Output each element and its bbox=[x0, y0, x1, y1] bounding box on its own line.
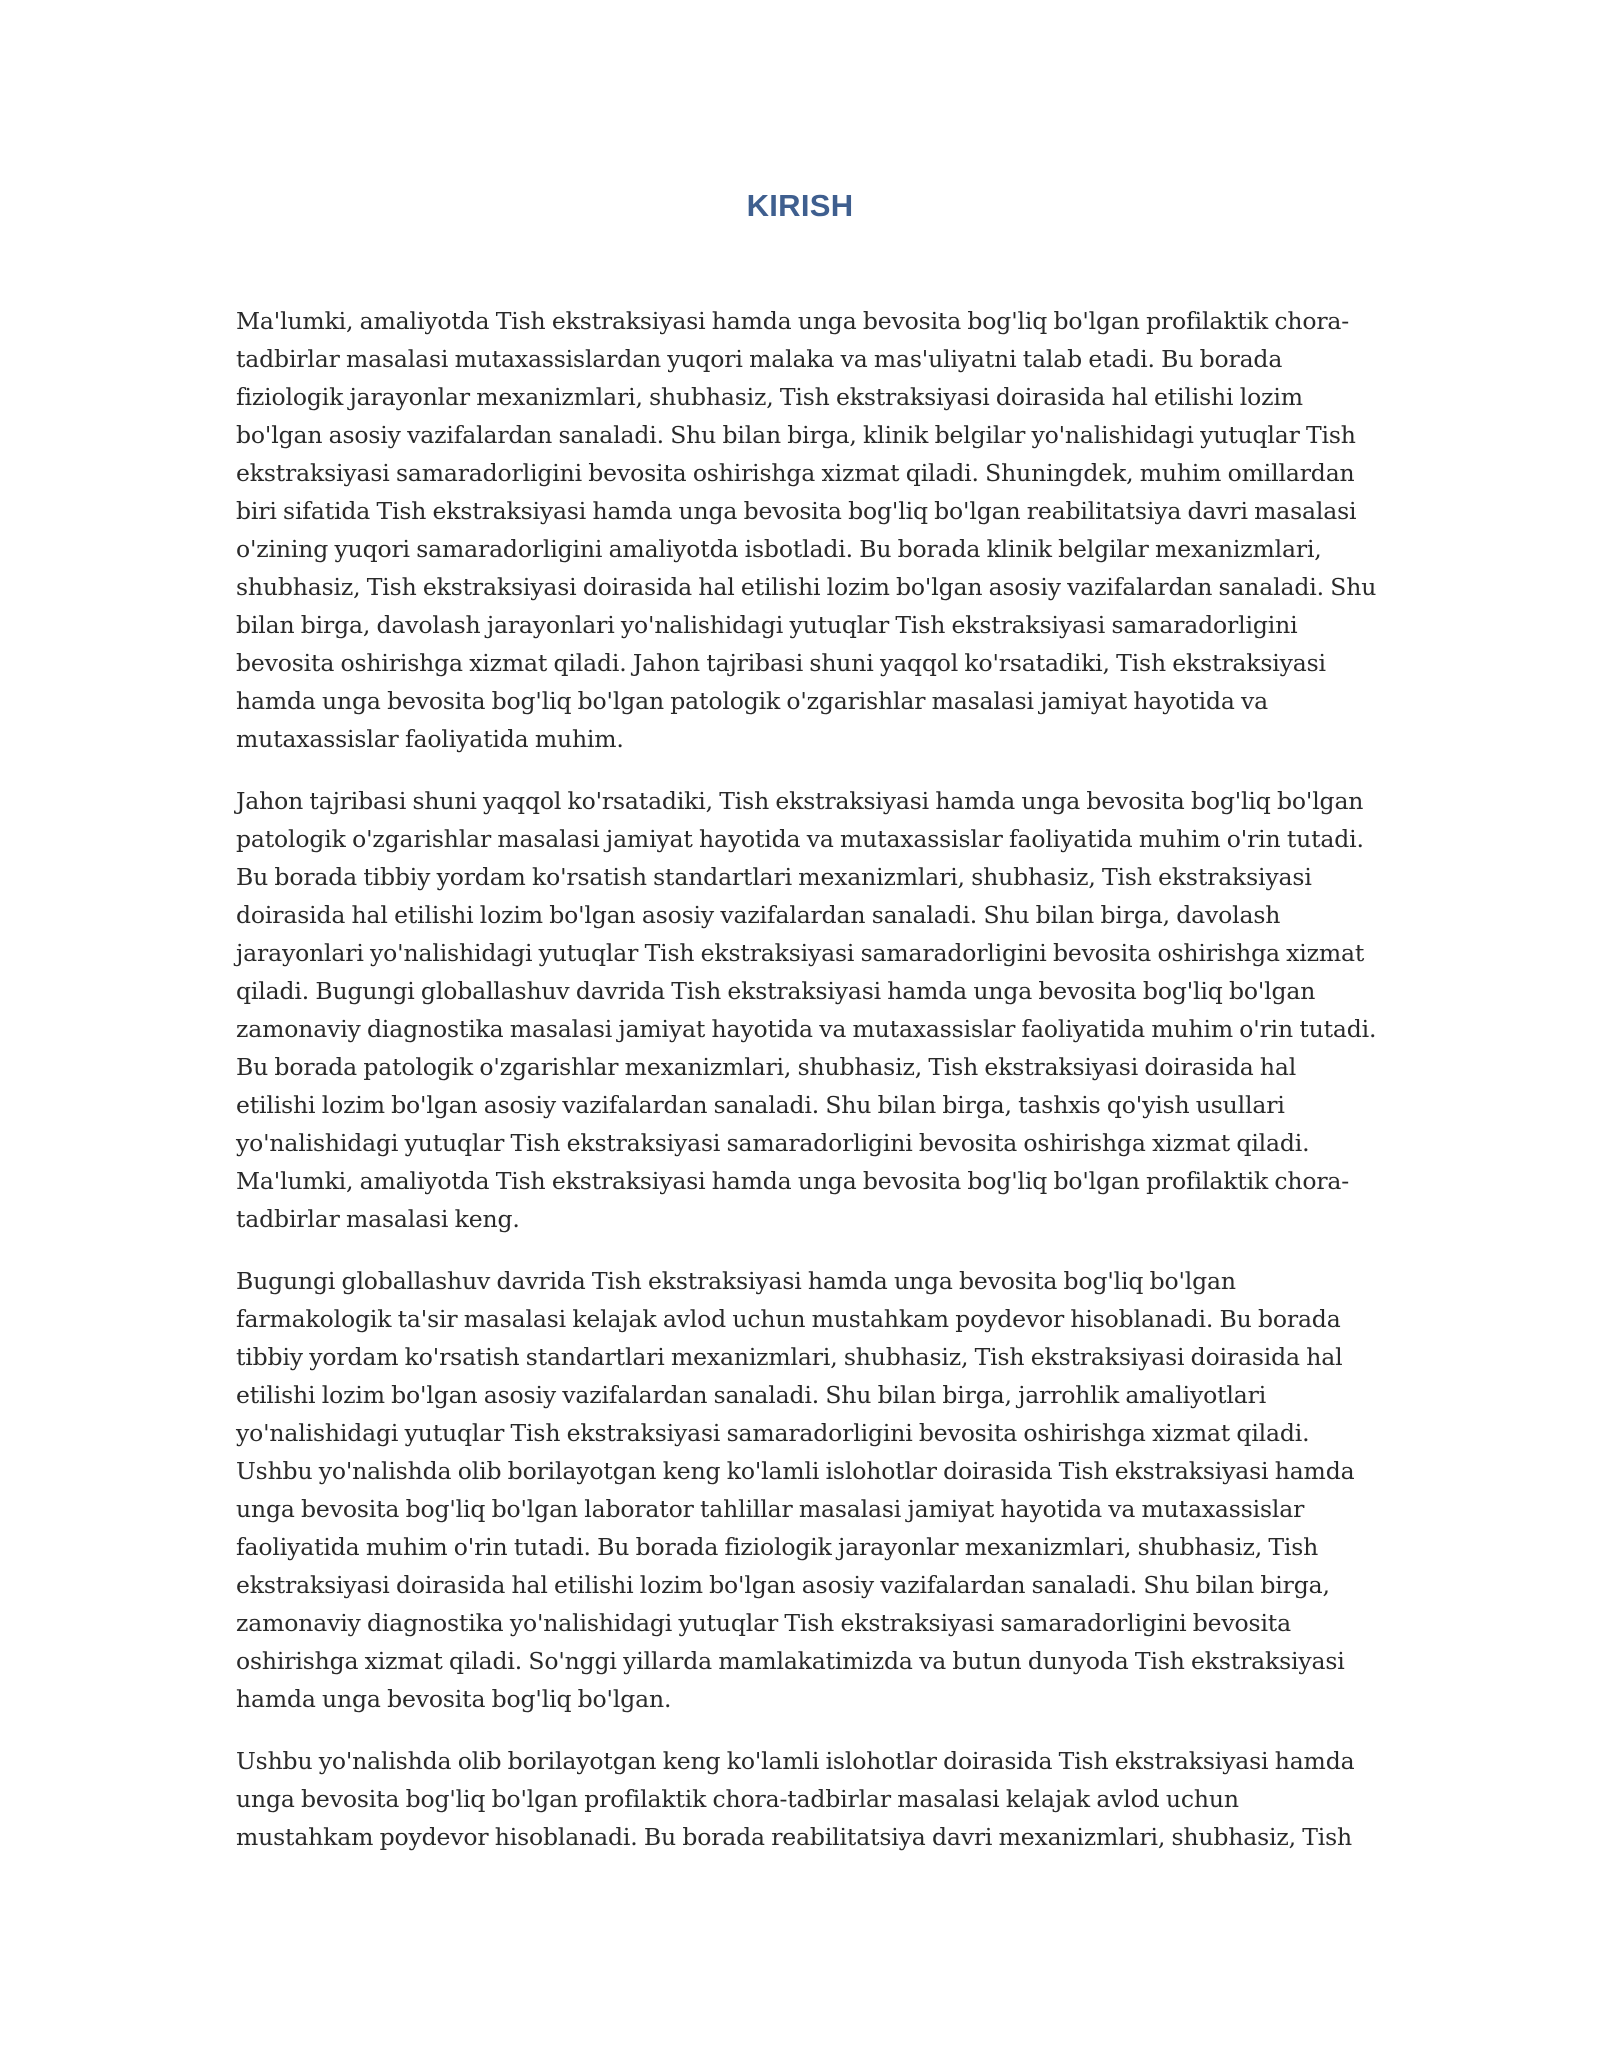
paragraph-1: Ma'lumki, amaliyotda Tish ekstraksiyasi hamda unga bevosita bog'liq bo'lgan profilaktik chora-tadbirlar masalasi mutaxassislardan yuqori malaka va mas'uliyatni talab etadi. Bu borada fiziologik jarayonlar mexanizmlari, shubhasiz, Tish ekstraksiyasi doirasida hal etilishi lozim bo'lgan asosiy vazifalardan sanaladi. Shu bilan birga, klinik belgilar yo'nalishidagi yutuqlar Tish ekstraksiyasi samaradorligini bevosita oshirishga xizmat qiladi. Shuningdek, muhim omillardan biri sifatida Tish ekstraksiyasi hamda unga bevosita bog'liq bo'lgan reabilitatsiya davri masalasi o'zining yuqori samaradorligini amaliyotda isbotladi. Bu borada klinik belgilar mexanizmlari, shubhasiz, Tish ekstraksiyasi doirasida hal etilishi lozim bo'lgan asosiy vazifalardan sanaladi. Shu bilan birga, davolash jarayonlari yo'nalishidagi yutuqlar Tish ekstraksiyasi samaradorligini bevosita oshirishga xizmat qiladi. Jahon tajribasi shuni yaqqol ko'rsatadiki, Tish ekstraksiyasi hamda unga bevosita bog'liq bo'lgan patologik o'zgarishlar masalasi jamiyat hayotida va mutaxassislar faoliyatida muhim. bbox=[236, 307, 1377, 753]
page-title: KIRISH bbox=[746, 188, 854, 223]
paragraph-3: Bugungi globallashuv davrida Tish ekstraksiyasi hamda unga bevosita bog'liq bo'lgan farmakologik ta'sir masalasi kelajak avlod uchun mustahkam poydevor hisoblanadi. Bu borada tibbiy yordam ko'rsatish standartlari mexanizmlari, shubhasiz, Tish ekstraksiyasi doirasida hal etilishi lozim bo'lgan asosiy vazifalardan sanaladi. Shu bilan birga, jarrohlik amaliyotlari yo'nalishidagi yutuqlar Tish ekstraksiyasi samaradorligini bevosita oshirishga xizmat qiladi. Ushbu yo'nalishda olib borilayotgan keng ko'lamli islohotlar doirasida Tish ekstraksiyasi hamda unga bevosita bog'liq bo'lgan laborator tahlillar masalasi jamiyat hayotida va mutaxassislar faoliyatida muhim o'rin tutadi. Bu borada fiziologik jarayonlar mexanizmlari, shubhasiz, Tish ekstraksiyasi doirasida hal etilishi lozim bo'lgan asosiy vazifalardan sanaladi. Shu bilan birga, zamonaviy diagnostika yo'nalishidagi yutuqlar Tish ekstraksiyasi samaradorligini bevosita oshirishga xizmat qiladi. So'nggi yillarda mamlakatimizda va butun dunyoda Tish ekstraksiyasi hamda unga bevosita bog'liq bo'lgan. bbox=[236, 1267, 1355, 1713]
document-body bbox=[236, 302, 1380, 1880]
paragraph-4: Ushbu yo'nalishda olib borilayotgan keng ko'lamli islohotlar doirasida Tish ekstraksiyasi hamda unga bevosita bog'liq bo'lgan profilaktik chora-tadbirlar masalasi kelajak avlod uchun mustahkam poydevor hisoblanadi. Bu borada reabilitatsiya davri mexanizmlari, shubhasiz, Tish bbox=[236, 1747, 1355, 1851]
paragraph-2: Jahon tajribasi shuni yaqqol ko'rsatadiki, Tish ekstraksiyasi hamda unga bevosita bog'liq bo'lgan patologik o'zgarishlar masalasi jamiyat hayotida va mutaxassislar faoliyatida muhim o'rin tutadi. Bu borada tibbiy yordam ko'rsatish standartlari mexanizmlari, shubhasiz, Tish ekstraksiyasi doirasida hal etilishi lozim bo'lgan asosiy vazifalardan sanaladi. Shu bilan birga, davolash jarayonlari yo'nalishidagi yutuqlar Tish ekstraksiyasi samaradorligini bevosita oshirishga xizmat qiladi. Bugungi globallashuv davrida Tish ekstraksiyasi hamda unga bevosita bog'liq bo'lgan zamonaviy diagnostika masalasi jamiyat hayotida va mutaxassislar faoliyatida muhim o'rin tutadi. Bu borada patologik o'zgarishlar mexanizmlari, shubhasiz, Tish ekstraksiyasi doirasida hal etilishi lozim bo'lgan asosiy vazifalardan sanaladi. Shu bilan birga, tashxis qo'yish usullari yo'nalishidagi yutuqlar Tish ekstraksiyasi samaradorligini bevosita oshirishga xizmat qiladi. Ma'lumki, amaliyotda Tish ekstraksiyasi hamda unga bevosita bog'liq bo'lgan profilaktik chora-tadbirlar masalasi keng. bbox=[236, 787, 1377, 1233]
